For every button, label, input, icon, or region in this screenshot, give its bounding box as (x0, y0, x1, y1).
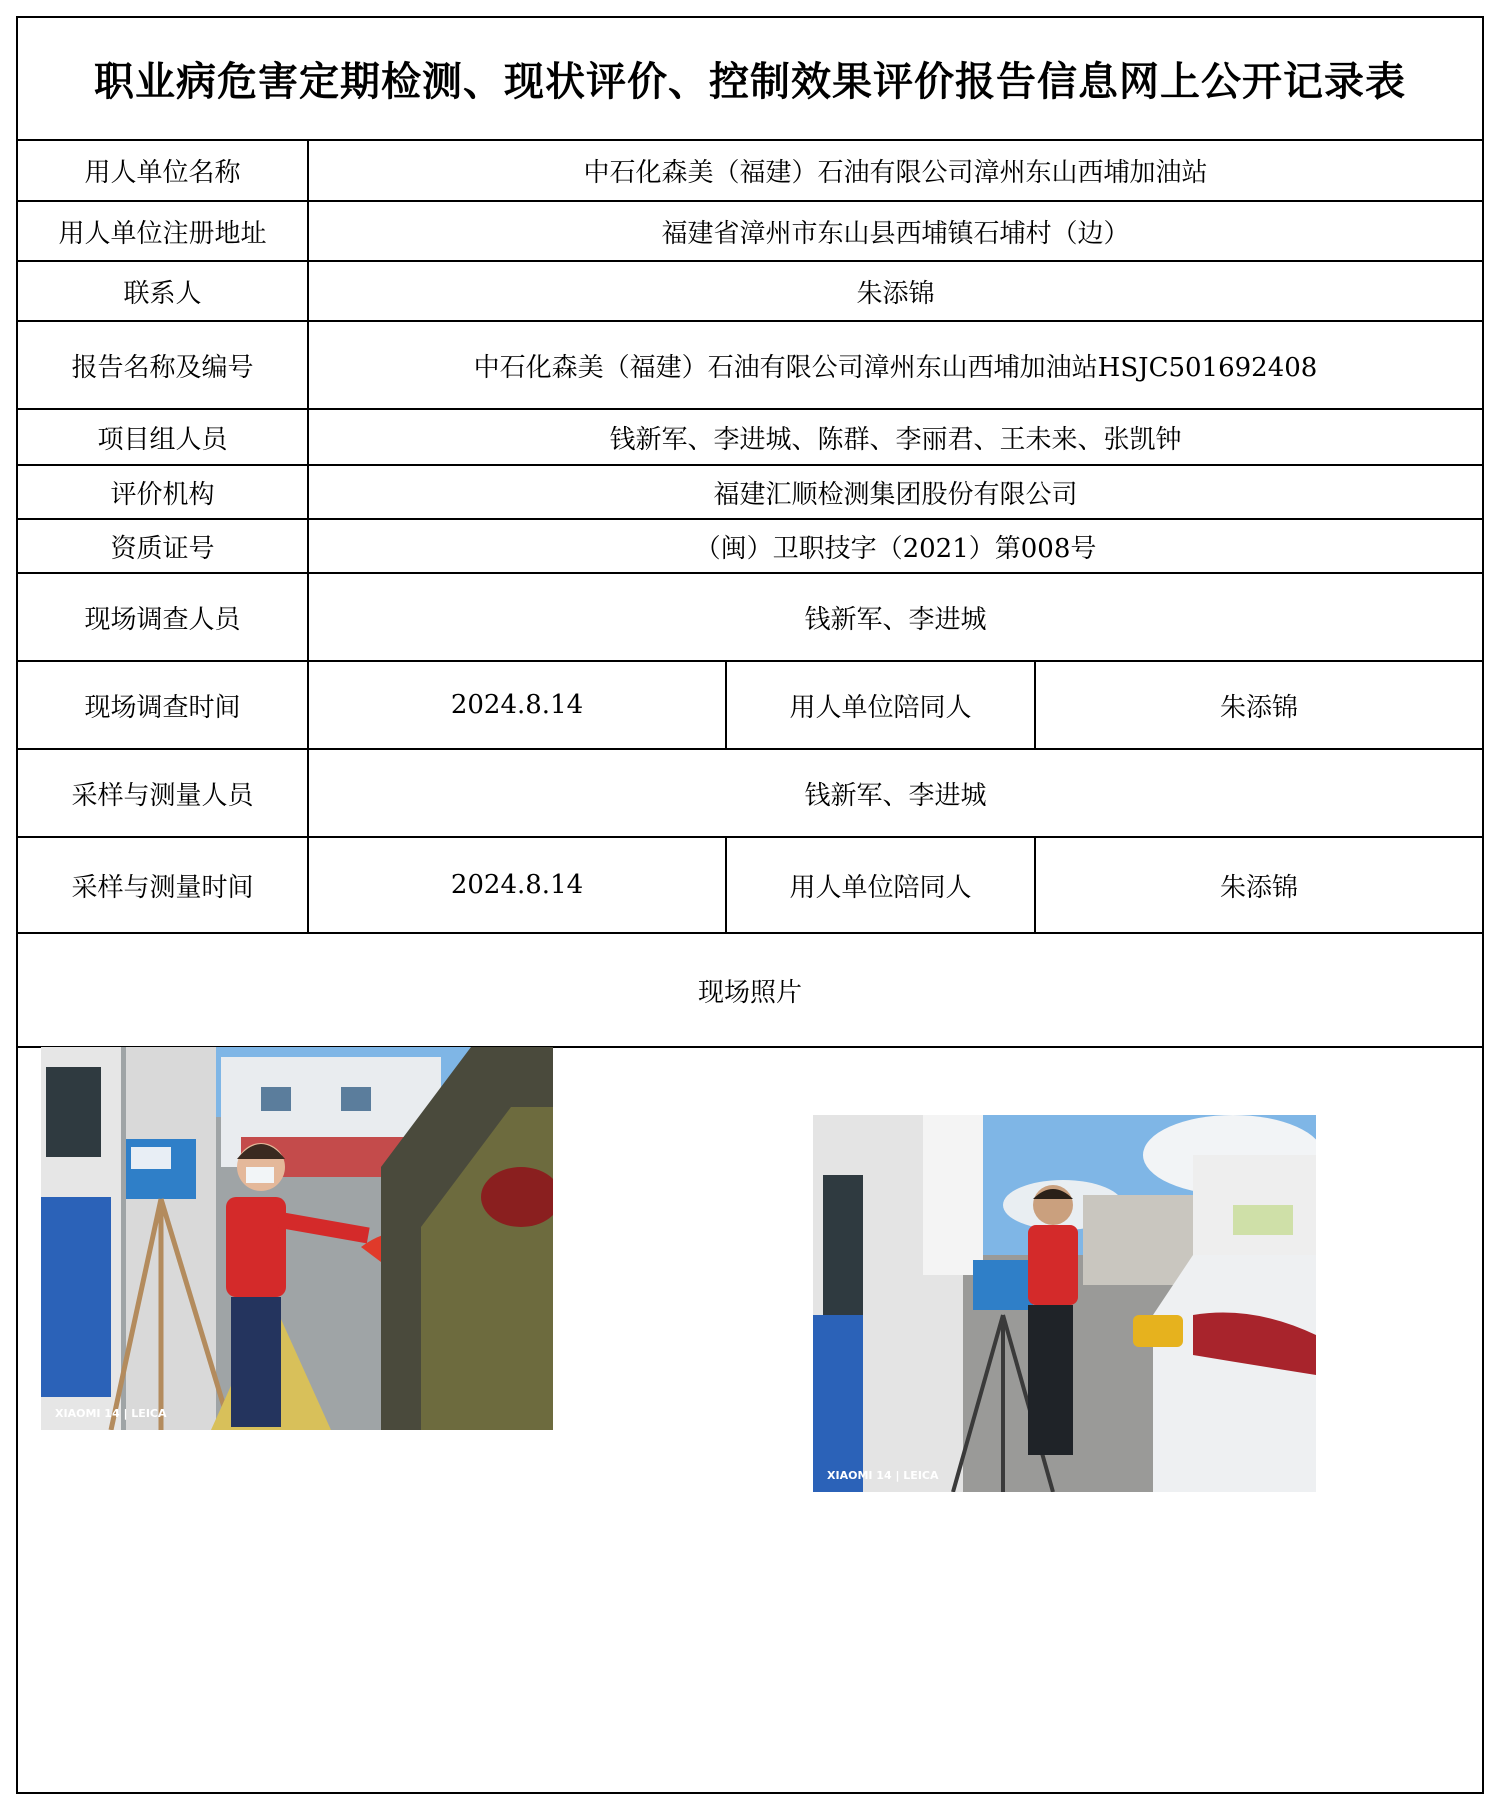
label-photos: 现场照片 (18, 933, 1482, 1047)
row-employer-address (18, 201, 1482, 261)
site-photo-1 (41, 1047, 553, 1430)
photo-1-watermark: XIAOMI 14 | LEICA (55, 1407, 167, 1420)
value-cert: （闽）卫职技字（2021）第008号 (308, 519, 1482, 573)
row-team (18, 409, 1482, 465)
value-sampling-time: 2024.8.14 (308, 837, 726, 933)
value-survey-time: 2024.8.14 (308, 661, 726, 749)
row-sampling-time (18, 837, 1482, 933)
record-form (16, 16, 1484, 1794)
record-table (18, 141, 1482, 1048)
row-employer-name (18, 141, 1482, 201)
label-employer-name: 用人单位名称 (18, 141, 308, 201)
row-contact (18, 261, 1482, 321)
label-sampling-companion: 用人单位陪同人 (726, 837, 1035, 933)
row-photos-header (18, 933, 1482, 1047)
document-title: 职业病危害定期检测、现状评价、控制效果评价报告信息网上公开记录表 (18, 18, 1482, 141)
label-contact: 联系人 (18, 261, 308, 321)
label-sampling-staff: 采样与测量人员 (18, 749, 308, 837)
label-report: 报告名称及编号 (18, 321, 308, 409)
row-report (18, 321, 1482, 409)
value-contact: 朱添锦 (308, 261, 1482, 321)
value-team: 钱新军、李进城、陈群、李丽君、王未来、张凯钟 (308, 409, 1482, 465)
value-sampling-staff: 钱新军、李进城 (308, 749, 1482, 837)
label-survey-time: 现场调查时间 (18, 661, 308, 749)
value-survey-staff: 钱新军、李进城 (308, 573, 1482, 661)
row-sampling-staff (18, 749, 1482, 837)
label-employer-address: 用人单位注册地址 (18, 201, 308, 261)
label-survey-staff: 现场调查人员 (18, 573, 308, 661)
label-agency: 评价机构 (18, 465, 308, 519)
value-employer-name: 中石化森美（福建）石油有限公司漳州东山西埔加油站 (308, 141, 1482, 201)
site-photo-2-image (813, 1115, 1316, 1492)
row-survey-time (18, 661, 1482, 749)
value-report: 中石化森美（福建）石油有限公司漳州东山西埔加油站HSJC501692408 (308, 321, 1482, 409)
value-survey-companion: 朱添锦 (1035, 661, 1482, 749)
row-agency (18, 465, 1482, 519)
site-photo-1-image (41, 1047, 553, 1430)
label-cert: 资质证号 (18, 519, 308, 573)
photo-2-watermark: XIAOMI 14 | LEICA (827, 1469, 939, 1482)
label-survey-companion: 用人单位陪同人 (726, 661, 1035, 749)
value-sampling-companion: 朱添锦 (1035, 837, 1482, 933)
value-agency: 福建汇顺检测集团股份有限公司 (308, 465, 1482, 519)
row-survey-staff (18, 573, 1482, 661)
row-cert (18, 519, 1482, 573)
value-employer-address: 福建省漳州市东山县西埔镇石埔村（边） (308, 201, 1482, 261)
photo-area (18, 1045, 1482, 1792)
label-sampling-time: 采样与测量时间 (18, 837, 308, 933)
site-photo-2 (813, 1115, 1316, 1492)
label-team: 项目组人员 (18, 409, 308, 465)
